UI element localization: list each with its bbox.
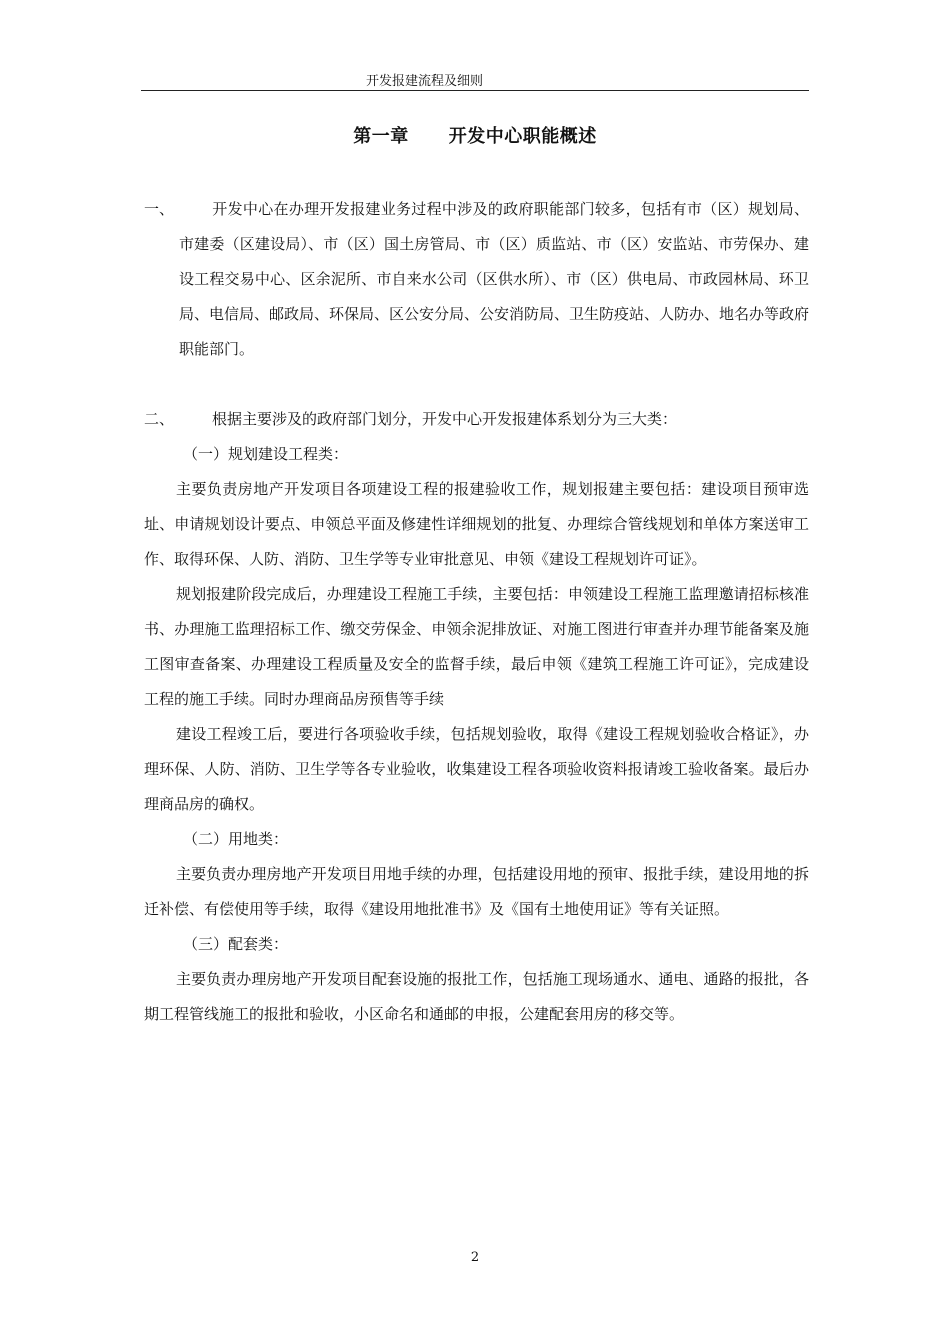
category-heading: （三）配套类： bbox=[183, 935, 289, 953]
page-header bbox=[141, 66, 809, 91]
section-marker: 一、 bbox=[144, 200, 175, 218]
category-paragraph: 规划报建阶段完成后，办理建设工程施工手续，主要包括：申领建设工程施工监理邀请招标核准书、办理施工监理招标工作、缴交劳保金、申领余泥排放证、对施工图进行审查并办理节能备案及施工图审查备案、办理建设工程质量及安全的监督手续，最后申领《建筑工程施工许可证》，完成建设工程的施工手续。同时办理商品房预售等手续 bbox=[144, 585, 809, 708]
category-paragraph: 建设工程竣工后，要进行各项验收手续，包括规划验收，取得《建设工程规划验收合格证》，办理环保、人防、消防、卫生学等各专业验收，收集建设工程各项验收资料报请竣工验收备案。最后办理商品房的确权。 bbox=[144, 725, 809, 813]
chapter-title bbox=[0, 122, 950, 148]
chapter-heading: 开发中心职能概述 bbox=[448, 126, 597, 147]
section-text: 根据主要涉及的政府部门划分，开发中心开发报建体系划分为三大类： bbox=[212, 410, 678, 428]
section-text: 开发中心在办理开发报建业务过程中涉及的政府职能部门较多，包括有市（区）规划局、市建委（区建设局）、市（区）国土房管局、市（区）质监站、市（区）安监站、市劳保办、建设工程交易中心、区余泥所、市自来水公司（区供水所）、市（区）供电局、市政园林局、环卫局、电信局、邮政局、环保局、区公安分局、公安消防局、卫生防疫站、人防办、地名办等政府职能部门。 bbox=[179, 200, 810, 358]
category-paragraph: 主要负责办理房地产开发项目配套设施的报批工作，包括施工现场通水、通电、通路的报批，各期工程管线施工的报批和验收，小区命名和通邮的申报，公建配套用房的移交等。 bbox=[144, 970, 809, 1023]
section-two bbox=[144, 402, 809, 1032]
category-heading: （一）规划建设工程类： bbox=[183, 445, 349, 463]
header-title: 开发报建流程及细则 bbox=[366, 74, 484, 89]
category-paragraph: 主要负责房地产开发项目各项建设工程的报建验收工作，规划报建主要包括：建设项目预审选址、申请规划设计要点、申领总平面及修建性详细规划的批复、办理综合管线规划和单体方案送审工作、取得环保、人防、消防、卫生学等专业审批意见、申领《建设工程规划许可证》。 bbox=[144, 480, 809, 568]
chapter-number: 第一章 bbox=[353, 126, 409, 147]
section-item bbox=[144, 192, 809, 367]
section-marker: 二、 bbox=[144, 410, 175, 428]
category-paragraph: 主要负责办理房地产开发项目用地手续的办理，包括建设用地的预审、报批手续，建设用地的拆迁补偿、有偿使用等手续，取得《建设用地批准书》及《国有土地使用证》等有关证照。 bbox=[144, 865, 809, 918]
page-number: 2 bbox=[470, 1250, 480, 1265]
section-one bbox=[144, 192, 809, 367]
category-heading: （二）用地类： bbox=[183, 830, 289, 848]
section-item bbox=[144, 402, 809, 437]
